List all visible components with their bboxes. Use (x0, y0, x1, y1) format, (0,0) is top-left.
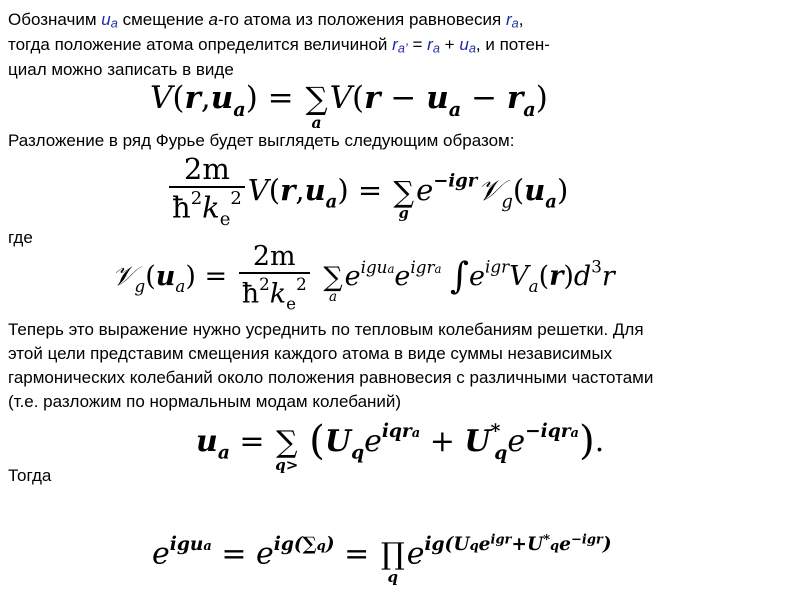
eq-symbol: V (247, 173, 269, 208)
equation-normal-modes (196, 416, 605, 474)
fraction-denominator (169, 188, 245, 229)
eq-symbol: e (416, 173, 434, 208)
intro-equals: = (412, 35, 423, 54)
eq-symbol: u (210, 80, 234, 116)
var-a: a (208, 10, 218, 29)
eq-exponent: +U (511, 533, 544, 555)
average-line-2: этой цели представим смещения каждого атома в виде суммы независимых (8, 344, 613, 363)
eq-superscript: 2 (259, 274, 270, 294)
intro-text: смещение (122, 10, 204, 29)
eq-exponent: −iqr (525, 420, 571, 442)
sum-symbol (393, 174, 415, 222)
eq-superscript: igr (485, 256, 510, 277)
eq-exponent: ig(U (424, 533, 470, 555)
eq-equals: = (239, 423, 265, 459)
eq-subscript: a (448, 98, 462, 122)
eq-paren: ( (538, 261, 550, 293)
eq-subscript: q (316, 538, 326, 554)
intro-text: -го атома из положения равновесия (218, 10, 502, 29)
intro-plus: + (444, 35, 455, 54)
sum-index: a (311, 113, 322, 132)
product-symbol (380, 537, 405, 587)
sum-sign: ∑ (276, 424, 298, 460)
eq-subscript: q (469, 538, 479, 554)
fraction-2m-hbar2-ke2 (239, 243, 310, 312)
eq-symbol: k (202, 190, 220, 225)
eq-symbol: r (364, 80, 381, 116)
eq-exponent: iqr (381, 420, 412, 442)
eq-paren: ( (268, 173, 281, 208)
sum-index: g (398, 204, 409, 222)
sum-sign: ∑ (323, 262, 343, 294)
eq-paren: ) (578, 416, 595, 464)
eq-symbol: u (524, 173, 546, 208)
eq-paren: ( (172, 80, 185, 116)
eq-symbol: e (469, 261, 486, 293)
eq-subscript: e (219, 209, 231, 231)
eq-symbol: 𝒱 (112, 261, 135, 293)
eq-symbol: V (150, 80, 173, 116)
fraction-numerator: 2m (239, 243, 310, 274)
eq-subscript: a (434, 261, 442, 276)
eq-subscript: a (528, 276, 539, 297)
eq-symbol: U (464, 423, 491, 459)
eq-symbol: u (155, 261, 176, 293)
eq-subscript: a (387, 261, 395, 276)
eq-superscript: 2 (296, 274, 307, 294)
eq-exponent: e (478, 533, 491, 555)
eq-superscript (361, 257, 395, 277)
var-r-a: ra (427, 35, 440, 56)
eq-superscript: 2 (230, 188, 242, 209)
eq-symbol: 𝒱 (477, 173, 502, 208)
eq-symbol: d (573, 261, 592, 293)
eq-paren: ( (145, 261, 156, 293)
eq-minus: − (390, 80, 417, 116)
where-line: где (8, 228, 33, 247)
eq-symbol: r (280, 173, 296, 208)
eq-superscript (424, 534, 611, 555)
eq-symbol: r (506, 80, 524, 116)
intro-line-2 (8, 34, 768, 60)
eq-period: . (594, 423, 605, 459)
eq-equals: = (357, 173, 383, 208)
eq-superscript: igr (490, 532, 512, 547)
eq-subscript: q (550, 538, 560, 554)
eq-subscript: a (233, 98, 246, 122)
eq-paren: ( (512, 173, 525, 208)
eq-equals: = (267, 80, 294, 116)
eq-subscript: g (134, 276, 146, 297)
eq-equals: = (344, 536, 370, 572)
eq-symbol: u (426, 80, 449, 116)
eq-superscript (382, 421, 420, 442)
eq-superscript (410, 257, 441, 277)
equation-potential (150, 80, 548, 132)
eq-subscript: e (286, 293, 297, 314)
fraction-2m-hbar2-ke2 (169, 152, 245, 231)
eq-superscript (170, 534, 212, 555)
eq-paren: ) (556, 173, 569, 208)
eq-exponent: ) (602, 533, 612, 555)
var-u-a: ua (459, 35, 476, 56)
eq-symbol: ħ (172, 190, 191, 225)
eq-subscript: a (217, 442, 230, 464)
eq-symbol: e (394, 261, 411, 293)
var-r-a: ra (506, 10, 519, 31)
fraction-denominator (239, 274, 310, 312)
eq-subscript: g (501, 191, 513, 213)
eq-subscript: a (545, 191, 557, 213)
intro-text: Обозначим (8, 10, 97, 29)
eq-exponent: igu (169, 533, 204, 555)
eq-subscript: a (523, 98, 536, 122)
eq-paren: ) (185, 261, 196, 293)
eq-symbol: ħ (241, 278, 260, 310)
eq-subscript: a (570, 425, 579, 441)
eq-superscript (525, 421, 579, 442)
eq-paren: ) (535, 80, 548, 116)
product-index: q (387, 568, 399, 587)
average-line-1: Теперь это выражение нужно усреднить по тепловым колебаниям решетки. Для (8, 320, 644, 339)
eq-superscript: * (490, 420, 501, 442)
eq-symbol: e (364, 423, 382, 459)
integral-sign: ∫ (450, 254, 470, 298)
equation-exponent-product (152, 532, 612, 587)
eq-symbol: u (304, 173, 326, 208)
equation-fourier-coefficient (112, 243, 615, 312)
eq-subscript: a (325, 191, 338, 213)
eq-symbol: V (329, 80, 353, 116)
intro-comma: , (518, 10, 524, 29)
eq-paren: ( (309, 416, 325, 464)
average-line-4: (т.е. разложим по нормальным модам колебаний) (8, 392, 402, 411)
eq-symbol: e (344, 261, 361, 293)
eq-symbol: V (509, 261, 529, 293)
eq-symbol: k (269, 278, 287, 310)
eq-minus: − (471, 80, 498, 116)
eq-symbol: e (507, 423, 526, 459)
sum-sign: ∑ (305, 81, 328, 117)
var-r-a-prime: ra’ (392, 35, 408, 56)
sum-index: a (328, 289, 337, 306)
eq-superscript: −igr (570, 532, 603, 547)
sum-index: q> (275, 455, 299, 474)
average-line-3: гармонических колебаний около положения равновесия с различными частотами (8, 368, 654, 387)
eq-subscript: a (175, 276, 186, 297)
fraction-numerator: 2m (169, 155, 245, 188)
eq-superscript: 3 (591, 256, 602, 277)
var-u-a: ua (101, 10, 118, 31)
sum-symbol (323, 262, 343, 306)
eq-exponent: ) (325, 533, 335, 555)
intro-line-3: циал можно записать в виде (8, 60, 234, 79)
intro-text: , и потен- (475, 35, 550, 54)
eq-paren: ( (352, 80, 365, 116)
eq-superscript: * (543, 532, 551, 547)
eq-paren: ) (245, 80, 258, 116)
eq-plus: + (429, 423, 455, 459)
eq-symbol: , (295, 173, 305, 208)
eq-symbol: U (324, 423, 352, 459)
eq-equals: = (204, 261, 228, 293)
sum-symbol (275, 424, 299, 474)
intro-text: тогда положение атома определится величиной (8, 35, 388, 54)
eq-subscript: a (411, 425, 421, 441)
then-line: Тогда (8, 466, 52, 485)
sum-symbol (305, 81, 328, 132)
eq-symbol: r (601, 261, 615, 293)
eq-paren: ) (337, 173, 349, 208)
eq-symbol: e (152, 536, 170, 572)
eq-symbol: r (184, 80, 201, 116)
eq-superscript: 2 (190, 188, 203, 209)
eq-superscript: −igr (433, 170, 478, 192)
eq-symbol: r (549, 261, 564, 293)
eq-symbol: e (406, 536, 425, 572)
equation-fourier (166, 152, 569, 231)
eq-subscript: a (203, 538, 212, 554)
eq-symbol: e (256, 536, 274, 572)
eq-symbol: , (200, 80, 211, 116)
eq-subscript: q (351, 442, 365, 464)
eq-exponent: e (559, 533, 571, 555)
fourier-line: Разложение в ряд Фурье будет выглядеть следующим образом: (8, 131, 515, 150)
eq-subscript: q (494, 442, 508, 464)
eq-exponent: ig(∑ (273, 533, 317, 555)
sum-sign: ∑ (393, 174, 415, 209)
eq-symbol: u (196, 423, 218, 459)
eq-exponent: igr (410, 256, 435, 277)
intro-line-1 (8, 9, 768, 35)
eq-exponent: igu (360, 256, 388, 277)
product-sign: ∏ (380, 537, 405, 573)
eq-paren: ) (563, 261, 574, 293)
eq-equals: = (221, 536, 247, 572)
eq-superscript (274, 534, 335, 555)
